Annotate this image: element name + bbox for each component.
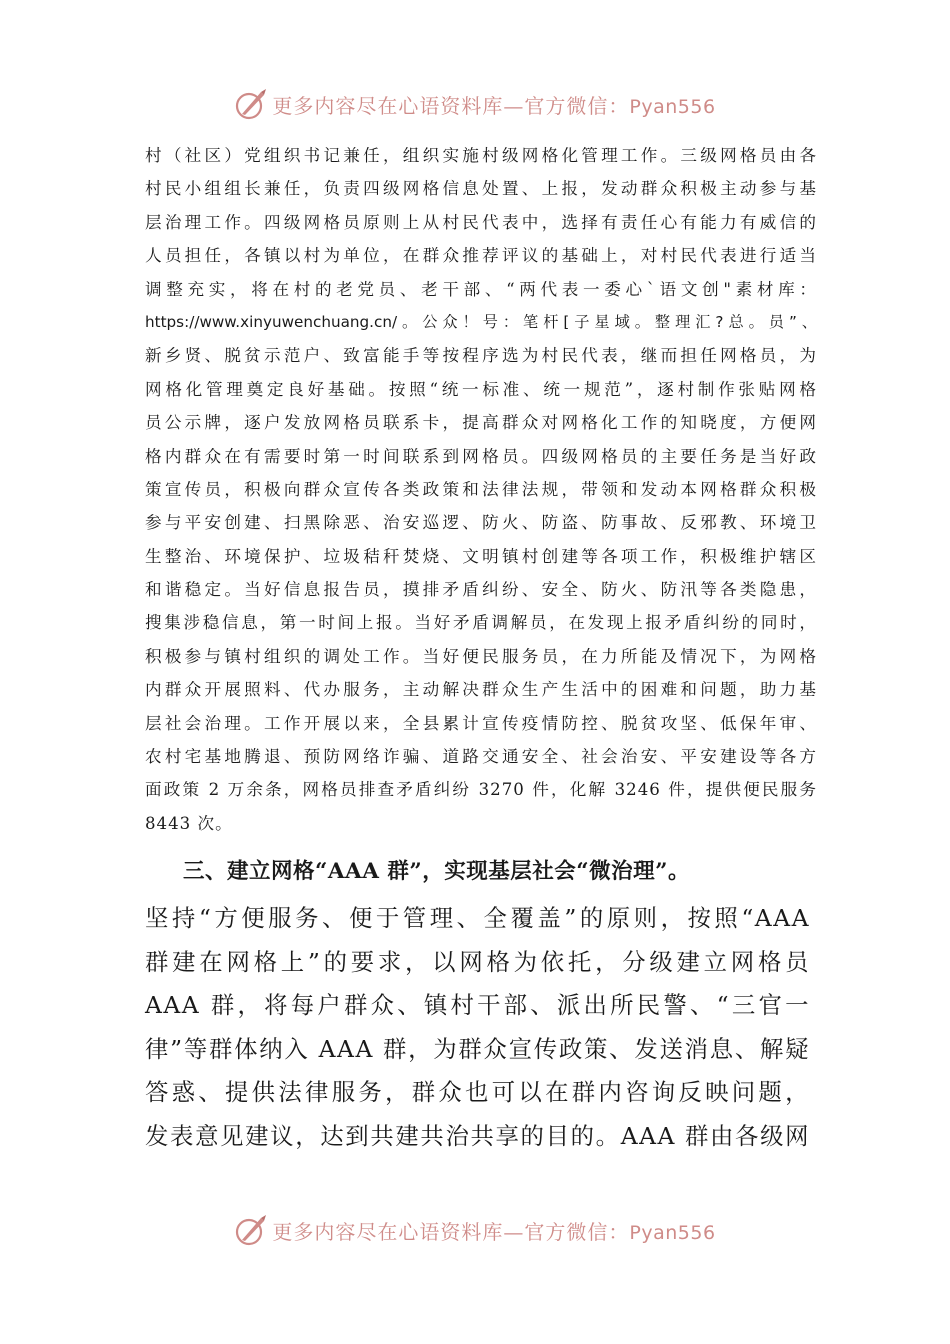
paragraph-grid-staff xyxy=(145,139,817,840)
paragraph-aaa-group xyxy=(145,897,810,1158)
text-line-url: https://www.xinyuwenchuang.cn/。公众！号：笔杆[子星域。整理汇?总。员”、 xyxy=(145,312,817,331)
text-line: 农村宅基地腾退、预防网络诈骗、道路交通安全、社会治安、平安建设等各方 xyxy=(145,747,817,767)
text-line: 内群众开展照料、代办服务，主动解决群众生产生活中的困难和问题，助力基 xyxy=(145,680,817,700)
text-line: 坚持“方便服务、便于管理、全覆盖”的原则，按照“AAA xyxy=(145,904,810,932)
text-line: AAA 群，将每户群众、镇村干部、派出所民警、“三官一 xyxy=(145,991,810,1019)
text-line: 策宣传员，积极向群众宣传各类政策和法律法规，带领和发动本网格群众积极 xyxy=(145,479,817,499)
text-line: 答惑、提供法律服务，群众也可以在群内咨询反映问题， xyxy=(145,1078,810,1106)
text-line: 层治理工作。四级网格员原则上从村民代表中，选择有责任心有能力有威信的 xyxy=(145,212,817,232)
text-line: 格内群众在有需要时第一时间联系到网格员。四级网格员的主要任务是当好政 xyxy=(145,446,817,466)
text-line: 新乡贤、脱贫示范户、致富能手等按程序选为村民代表，继而担任网格员，为 xyxy=(145,346,817,366)
text-line: 参与平安创建、扫黑除恶、治安巡逻、防火、防盗、防事故、反邪教、环境卫 xyxy=(145,513,817,533)
text-line: 层社会治理。工作开展以来，全县累计宣传疫情防控、脱贫攻坚、低保年审、 xyxy=(145,713,817,733)
text-line: 律”等群体纳入 AAA 群，为群众宣传政策、发送消息、解疑 xyxy=(145,1034,810,1063)
text-line: 发表意见建议，达到共建共治共享的目的。AAA 群由各级网 xyxy=(145,1121,810,1150)
text-line: 和谐稳定。当好信息报告员，摸排矛盾纠纷、安全、防火、防汛等各类隐患， xyxy=(145,580,817,600)
text-line: 积极参与镇村组织的调处工作。当好便民服务员，在力所能及情况下，为网格 xyxy=(145,646,817,666)
section-heading: 三、建立网格“AAA 群”，实现基层社会“微治理”。 xyxy=(183,859,690,884)
text-line: 8443 次。 xyxy=(145,813,233,833)
text-line: 调整充实，将在村的老党员、老干部、“两代表一委心`语文创"素材库： xyxy=(145,279,817,299)
watermark-text: 更多内容尽在心语资料库—官方微信：Pyan556 xyxy=(272,93,716,118)
watermark-text: 更多内容尽在心语资料库—官方微信：Pyan556 xyxy=(272,1219,716,1244)
text-line: 群建在网格上”的要求，以网格为依托，分级建立网格员 xyxy=(145,947,810,976)
text-line: 面政策 2 万余条，网格员排查矛盾纠纷 3270 件，化解 3246 件，提供便民服务 xyxy=(145,780,817,800)
header-watermark xyxy=(0,84,950,124)
quill-logo-icon xyxy=(234,1213,268,1247)
text-line: 村民小组组长兼任，负责四级网格信息处置、上报，发动群众积极主动参与基 xyxy=(145,179,817,199)
text-line: 生整治、环境保护、垃圾秸秆焚烧、文明镇村创建等各项工作，积极维护辖区 xyxy=(145,546,817,566)
text-line: 网格化管理奠定良好基础。按照“统一标准、统一规范”，逐村制作张贴网格 xyxy=(145,379,817,399)
text-line: 村（社区）党组织书记兼任，组织实施村级网格化管理工作。三级网格员由各 xyxy=(145,146,817,165)
text-line: 人员担任，各镇以村为单位，在群众推荐评议的基础上，对村民代表进行适当 xyxy=(145,246,817,266)
quill-logo-icon xyxy=(234,87,268,121)
footer-watermark xyxy=(0,1210,950,1250)
text-line: 搜集涉稳信息，第一时间上报。当好矛盾调解员，在发现上报矛盾纠纷的同时， xyxy=(145,613,817,633)
text-line: 员公示牌，逐户发放网格员联系卡，提高群众对网格化工作的知晓度，方便网 xyxy=(145,413,817,433)
